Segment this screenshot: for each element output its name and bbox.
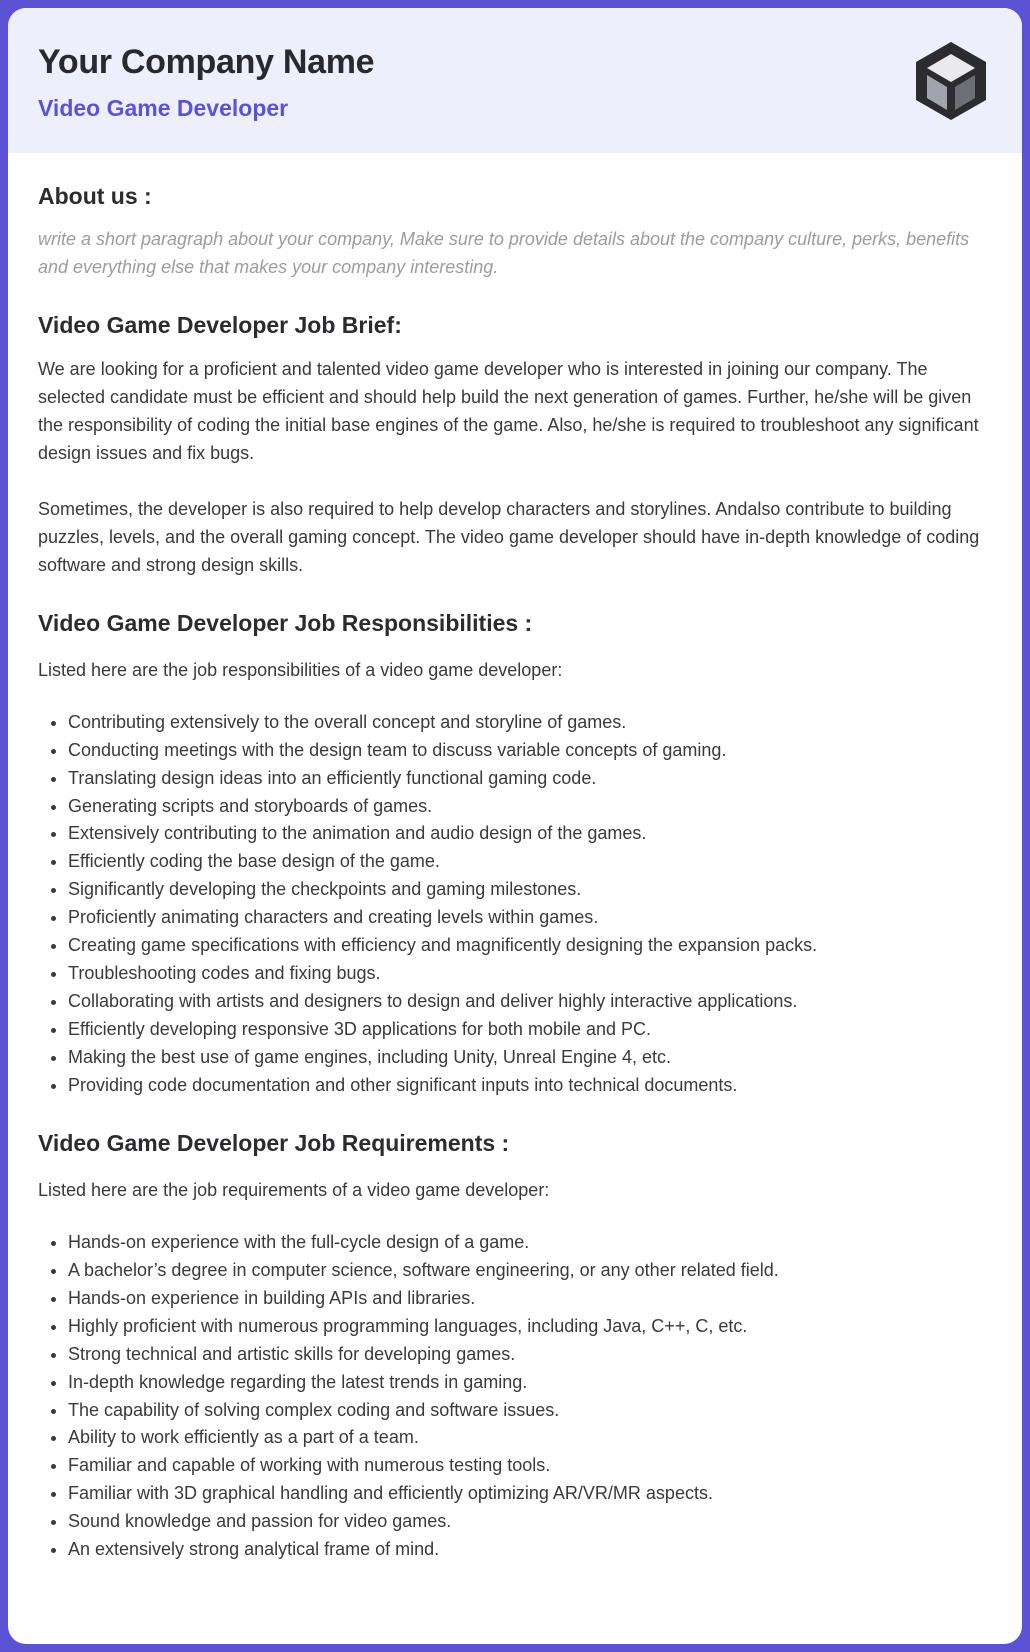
about-section	[38, 183, 992, 281]
list-item: Strong technical and artistic skills for developing games.	[68, 1341, 992, 1369]
list-item: An extensively strong analytical frame of mind.	[68, 1536, 992, 1564]
brief-section	[38, 312, 992, 580]
list-item: The capability of solving complex coding and software issues.	[68, 1397, 992, 1425]
list-item: Translating design ideas into an efficiently functional gaming code.	[68, 765, 992, 793]
header	[8, 8, 1022, 153]
list-item: Sound knowledge and passion for video games.	[68, 1508, 992, 1536]
about-text: write a short paragraph about your company, Make sure to provide details about the company culture, perks, benefits and everything else that makes your company interesting.	[38, 228, 970, 277]
requirements-list	[38, 1229, 992, 1564]
list-item: Familiar with 3D graphical handling and efficiently optimizing AR/VR/MR aspects.	[68, 1480, 992, 1508]
list-item: Efficiently coding the base design of the game.	[68, 848, 992, 876]
requirements-intro: Listed here are the job requirements of a video game developer:	[38, 1180, 550, 1201]
list-item: Providing code documentation and other significant inputs into technical documents.	[68, 1072, 992, 1100]
list-item: Extensively contributing to the animation and audio design of the games.	[68, 820, 992, 848]
list-item: Familiar and capable of working with numerous testing tools.	[68, 1452, 992, 1480]
job-title: Video Game Developer	[38, 94, 289, 121]
list-item: Contributing extensively to the overall concept and storyline of games.	[68, 709, 992, 737]
list-item: Hands-on experience in building APIs and libraries.	[68, 1285, 992, 1313]
requirements-section	[38, 1130, 992, 1563]
list-item: Conducting meetings with the design team to discuss variable concepts of gaming.	[68, 737, 992, 765]
list-item: Making the best use of game engines, including Unity, Unreal Engine 4, etc.	[68, 1044, 992, 1072]
list-item: Generating scripts and storyboards of games.	[68, 793, 992, 821]
responsibilities-intro: Listed here are the job responsibilities of a video game developer:	[38, 659, 563, 680]
job-description-card	[8, 8, 1022, 1644]
brief-heading: Video Game Developer Job Brief:	[38, 311, 402, 338]
unity-cube-icon	[914, 40, 988, 122]
list-item: A bachelor’s degree in computer science, software engineering, or any other related field.	[68, 1257, 992, 1285]
list-item: Collaborating with artists and designers to design and deliver highly interactive applications.	[68, 988, 992, 1016]
responsibilities-list	[38, 709, 992, 1100]
list-item: Hands-on experience with the full-cycle design of a game.	[68, 1229, 992, 1257]
responsibilities-heading: Video Game Developer Job Responsibilities :	[38, 610, 533, 637]
list-item: In-depth knowledge regarding the latest trends in gaming.	[68, 1369, 992, 1397]
list-item: Creating game specifications with efficiency and magnificently designing the expansion packs.	[68, 932, 992, 960]
list-item: Highly proficient with numerous programming languages, including Java, C++, C, etc.	[68, 1313, 992, 1341]
company-name: Your Company Name	[38, 43, 375, 81]
responsibilities-section	[38, 610, 992, 1099]
list-item: Ability to work efficiently as a part of a team.	[68, 1424, 992, 1452]
requirements-heading: Video Game Developer Job Requirements :	[38, 1130, 510, 1157]
list-item: Troubleshooting codes and fixing bugs.	[68, 960, 992, 988]
list-item: Significantly developing the checkpoints and gaming milestones.	[68, 876, 992, 904]
brief-paragraph-2: Sometimes, the developer is also required to help develop characters and storylines. Andalso contribute to building puzzles, levels, and the overall gaming concept. The video game developer should have in-depth knowledge of coding software and strong design skills.	[38, 499, 980, 576]
list-item: Efficiently developing responsive 3D applications for both mobile and PC.	[68, 1016, 992, 1044]
brief-paragraph-1: We are looking for a proficient and talented video game developer who is interested in joining our company. The selected candidate must be efficient and should help build the next generation of games. Further, he/she will be given the responsibility of coding the initial base engines of the game. Also, he/she is required to troubleshoot any significant design issues and fix bugs.	[38, 359, 979, 464]
list-item: Proficiently animating characters and creating levels within games.	[68, 904, 992, 932]
content	[8, 153, 1022, 1564]
about-heading: About us :	[38, 183, 152, 209]
